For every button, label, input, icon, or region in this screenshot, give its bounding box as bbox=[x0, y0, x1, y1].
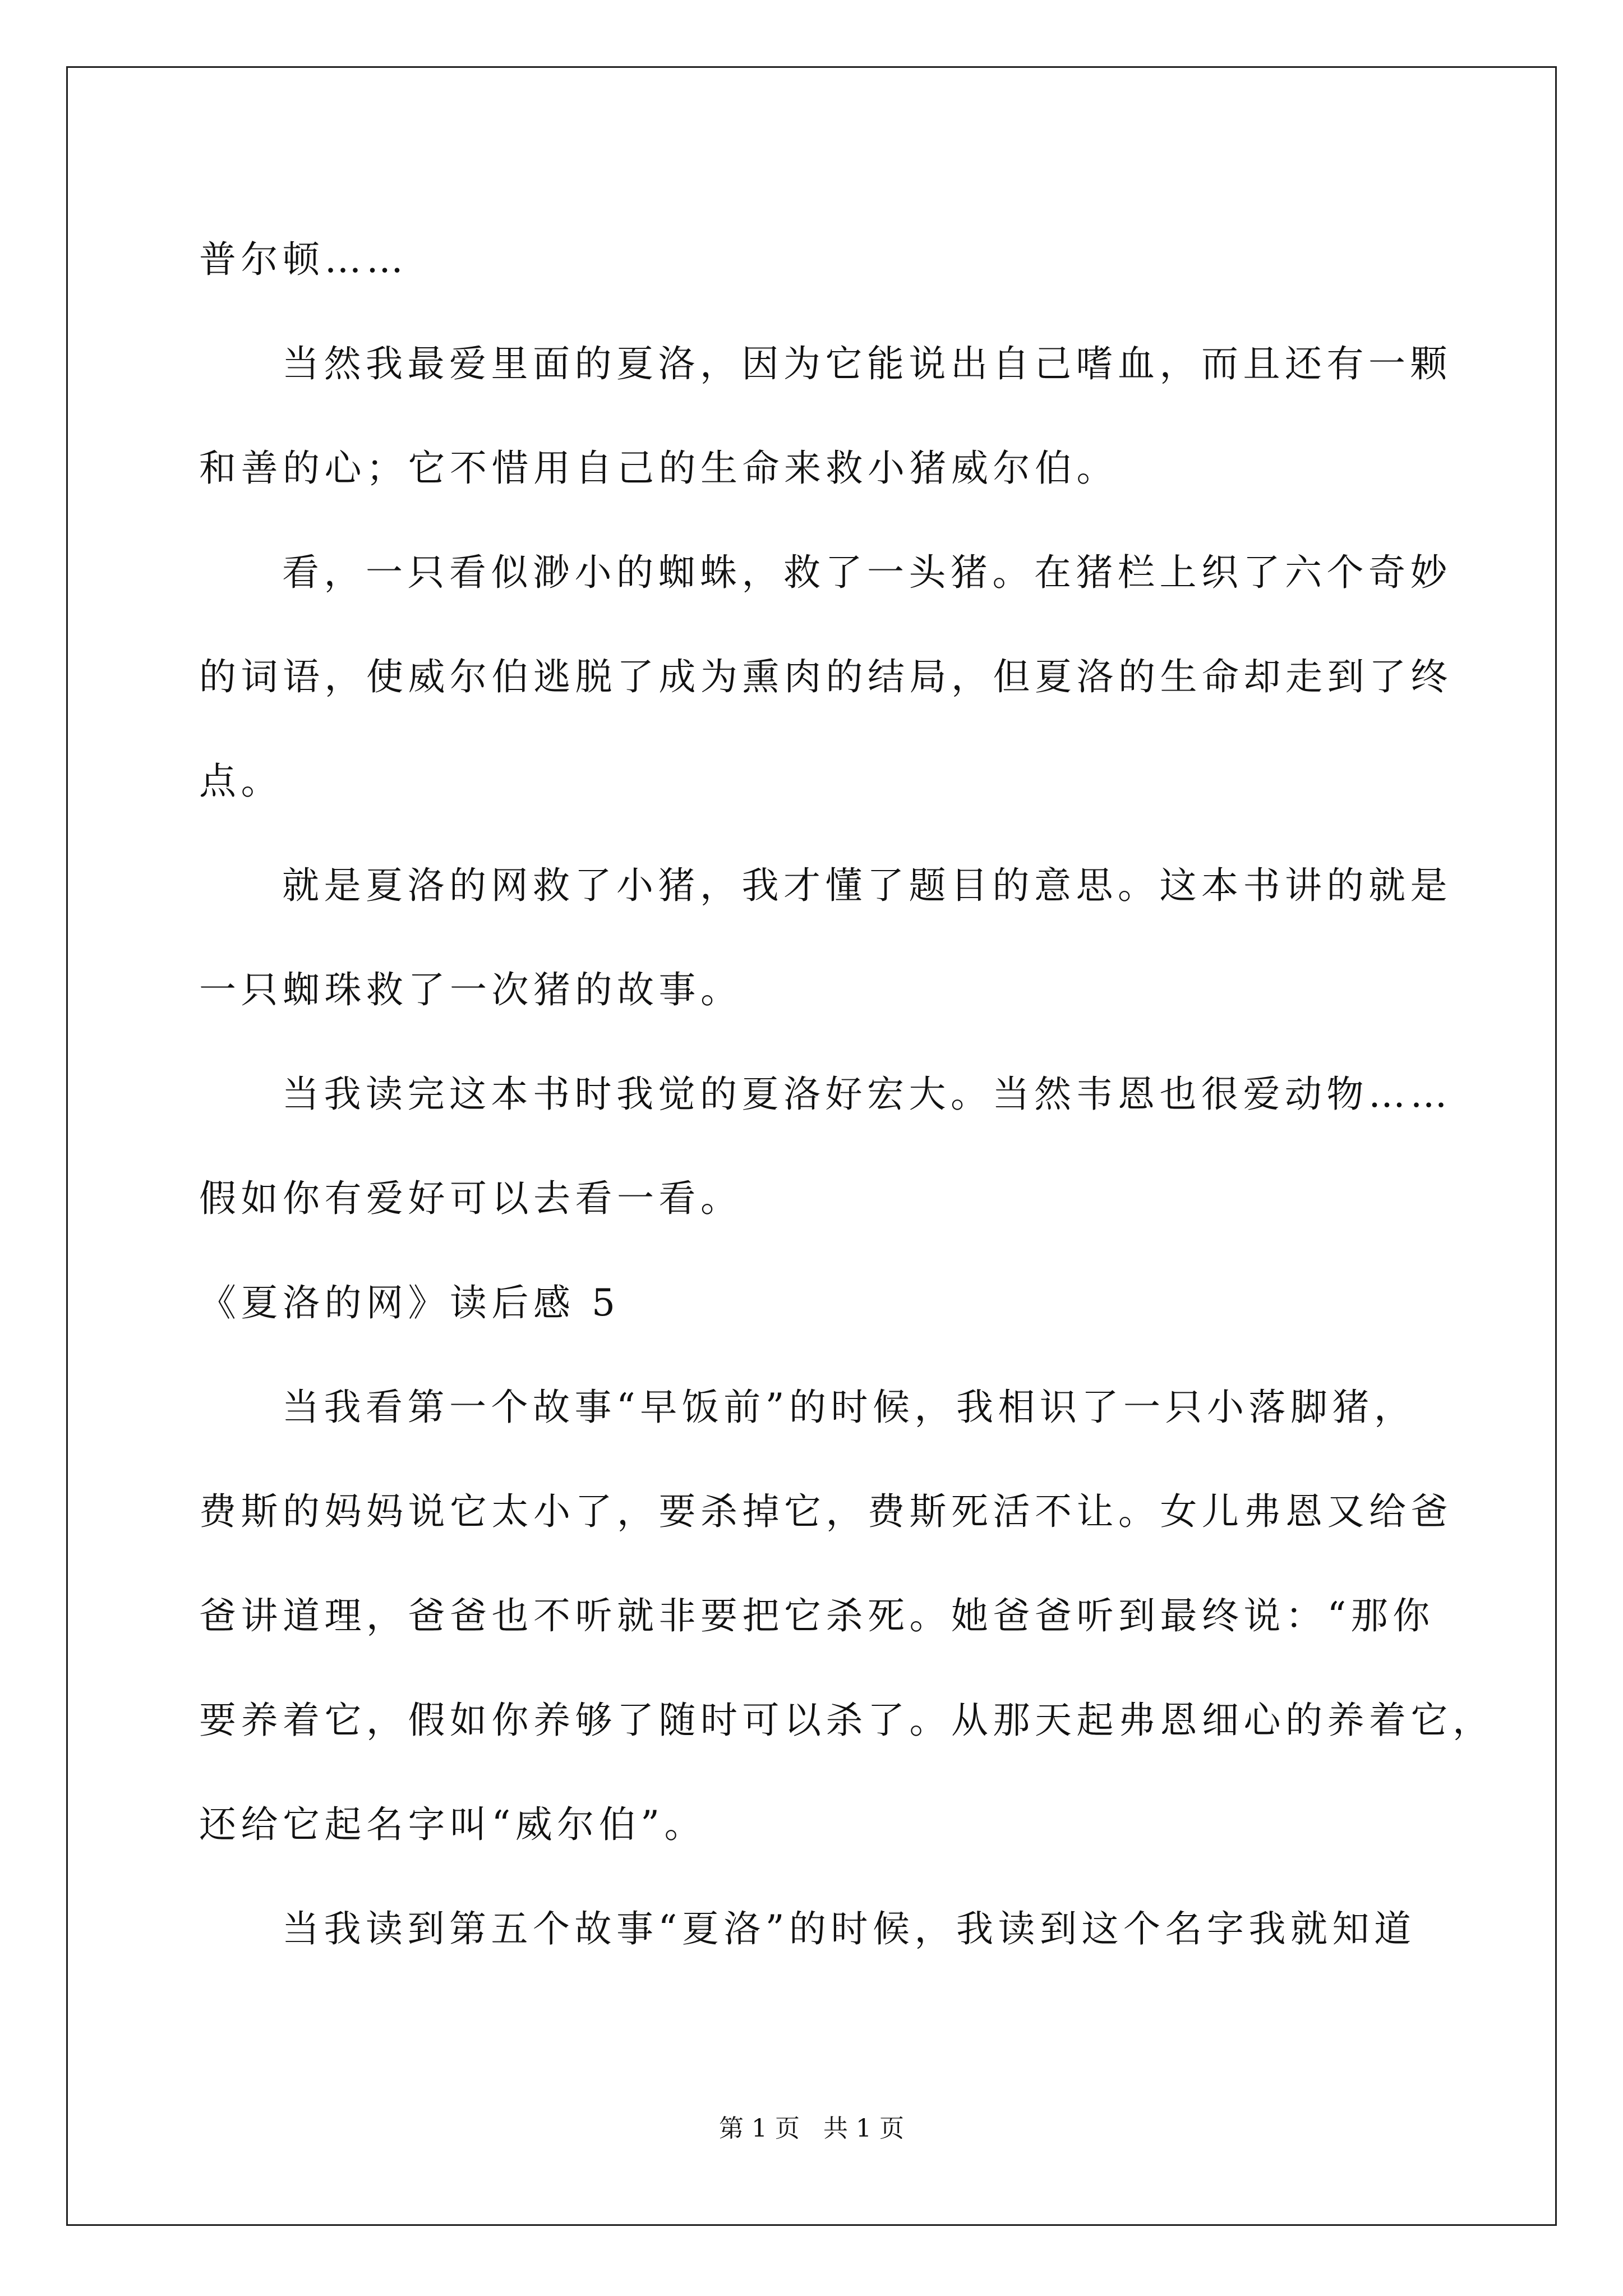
text-line-8: 一只蜘珠救了一次猪的故事。 bbox=[199, 968, 743, 1011]
document-body bbox=[199, 208, 1495, 1981]
text-line-9: 当我读完这本书时我觉的夏洛好宏大。当然韦恩也很爱动物…… bbox=[282, 1073, 1452, 1116]
text-line-7: 就是夏洛的网救了小猪，我才懂了题目的意思。这本书讲的就是 bbox=[282, 864, 1452, 907]
text-line-4: 看，一只看似渺小的蜘蛛，救了一头猪。在猪栏上织了六个奇妙 bbox=[282, 551, 1452, 594]
section-heading: 《夏洛的网》读后感 5 bbox=[199, 1281, 620, 1324]
text-line-16: 还给它起名字叫“威尔伯”。 bbox=[199, 1803, 706, 1846]
text-line-17: 当我读到第五个故事“夏洛”的时候，我读到这个名字我就知道 bbox=[282, 1907, 1416, 1950]
page-footer: 第 1 页 共 1 页 bbox=[719, 2114, 904, 2143]
text-line-1: 普尔顿…… bbox=[199, 238, 408, 281]
text-line-6: 点。 bbox=[199, 760, 283, 803]
text-line-12: 当我看第一个故事“早饭前”的时候，我相识了一只小落脚猪， bbox=[282, 1386, 1416, 1429]
text-line-14: 爸讲道理，爸爸也不听就非要把它杀死。她爸爸听到最终说：“那你 bbox=[199, 1594, 1435, 1637]
text-line-13: 费斯的妈妈说它太小了，要杀掉它，费斯死活不让。女儿弗恩又给爸 bbox=[199, 1490, 1453, 1533]
text-line-15: 要养着它，假如你养够了随时可以杀了。从那天起弗恩细心的养着它， bbox=[199, 1699, 1495, 1742]
text-line-10: 假如你有爱好可以去看一看。 bbox=[199, 1177, 743, 1220]
text-line-3: 和善的心；它不惜用自己的生命来救小猪威尔伯。 bbox=[199, 447, 1118, 490]
text-line-5: 的词语，使威尔伯逃脱了成为熏肉的结局，但夏洛的生命却走到了终 bbox=[199, 655, 1453, 698]
text-line-2: 当然我最爱里面的夏洛，因为它能说出自己嗜血，而且还有一颗 bbox=[282, 342, 1452, 385]
